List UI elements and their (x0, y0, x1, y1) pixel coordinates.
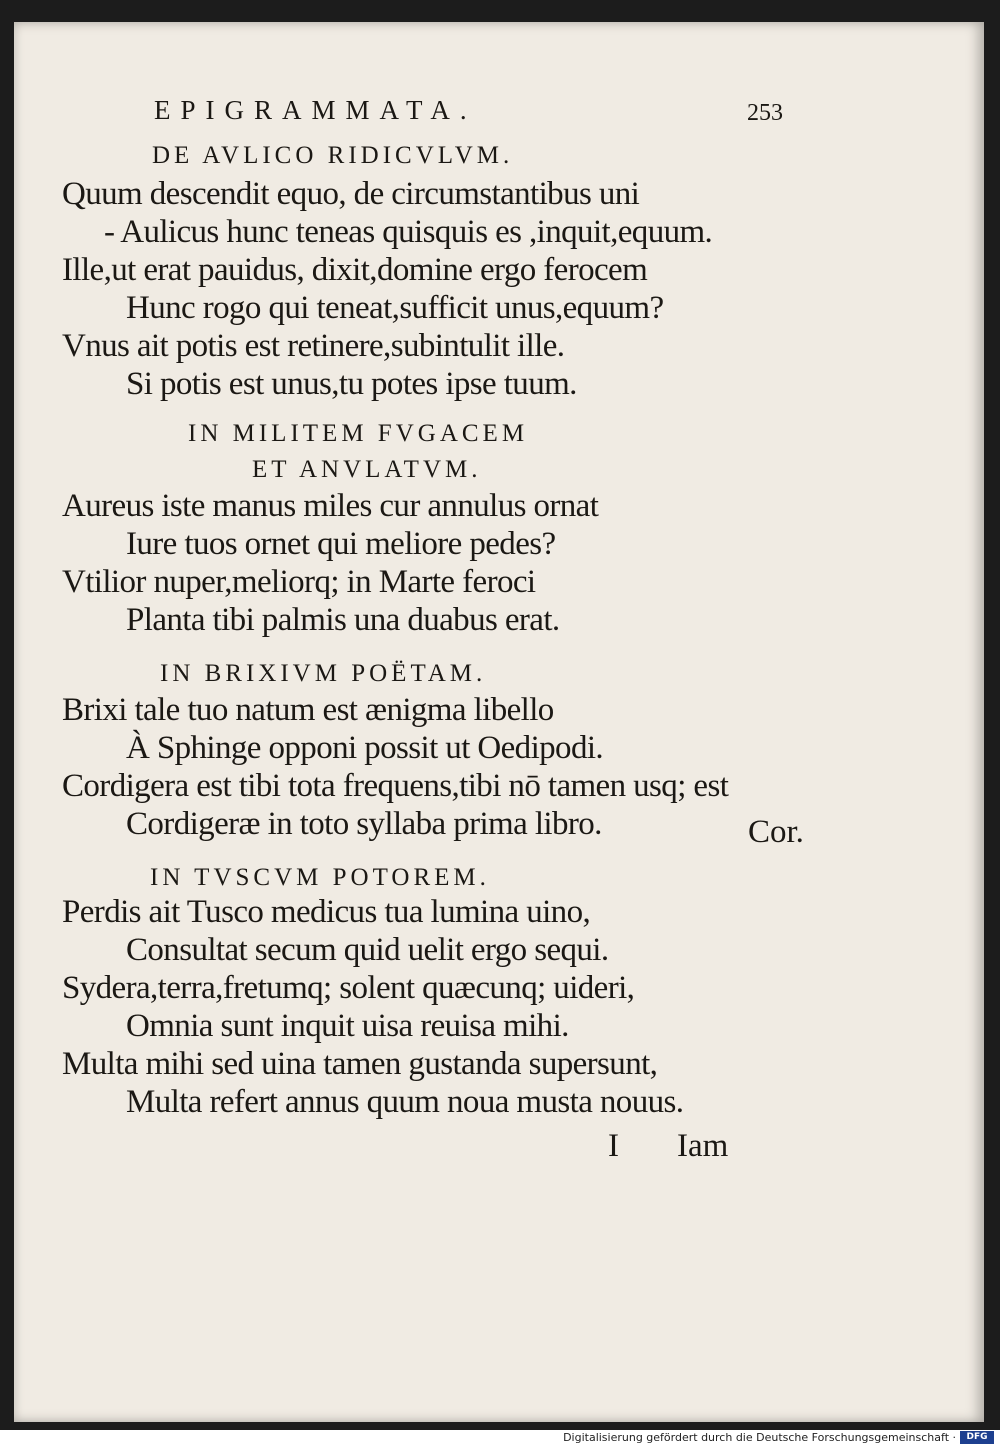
verse-line: Consultat secum quid uelit ergo sequi. (126, 932, 609, 968)
verse-line: Cordigeræ in toto syllaba prima libro. (126, 806, 602, 842)
verse-line: Hunc rogo qui teneat,sufficit unus,equum? (126, 290, 664, 326)
verse-line: Si potis est unus,tu potes ipse tuum. (126, 366, 577, 402)
verse-line: À Sphinge opponi possit ut Oedipodi. (126, 730, 604, 766)
verse-line: Ille,ut erat pauidus, dixit,domine ergo ferocem (62, 252, 648, 288)
section-heading: IN TVSCVM POTOREM. (150, 864, 490, 891)
signature-mark: I (608, 1128, 619, 1164)
verse-line: Omnia sunt inquit uisa reuisa mihi. (126, 1008, 569, 1044)
page-number: 253 (747, 100, 783, 126)
verse-line: Vtilior nuper,meliorq; in Marte feroci (62, 564, 536, 600)
verse-line: Sydera,terra,fretumq; solent quæcunq; uideri, (62, 970, 635, 1006)
book-page (14, 22, 984, 1422)
section-heading: IN MILITEM FVGACEM (188, 420, 529, 447)
verse-line: Iure tuos ornet qui meliore pedes? (126, 526, 556, 562)
verse-line: Planta tibi palmis una duabus erat. (126, 602, 560, 638)
verse-line: Brixi tale tuo natum est ænigma libello (62, 692, 554, 728)
verse-line: Multa refert annus quum noua musta nouus. (126, 1084, 684, 1120)
verse-line: Perdis ait Tusco medicus tua lumina uino, (62, 894, 591, 930)
section-heading: ET ANVLATVM. (252, 456, 482, 483)
verse-line: Quum descendit equo, de circumstantibus uni (62, 176, 640, 212)
dfg-logo: DFG (960, 1431, 994, 1444)
verse-line: Multa mihi sed uina tamen gustanda supersunt, (62, 1046, 658, 1082)
running-head: EPIGRAMMATA. (154, 95, 477, 125)
footer-credit: Digitalisierung gefördert durch die Deutsche Forschungsgemeinschaft · (563, 1431, 956, 1444)
verse-line: Vnus ait potis est retinere,subintulit ille. (62, 328, 565, 364)
section-heading: DE AVLICO RIDICVLVM. (152, 142, 514, 169)
section-heading: IN BRIXIVM POËTAM. (160, 660, 487, 687)
verse-line: Aureus iste manus miles cur annulus ornat (62, 488, 599, 524)
verse-line: Cordigera est tibi tota frequens,tibi nō tamen usq; est (62, 768, 729, 804)
catchword: Iam (677, 1128, 729, 1164)
verse-line: - Aulicus hunc teneas quisquis es ,inquit,equum. (104, 214, 713, 250)
marginal-note: Cor. (748, 814, 804, 850)
